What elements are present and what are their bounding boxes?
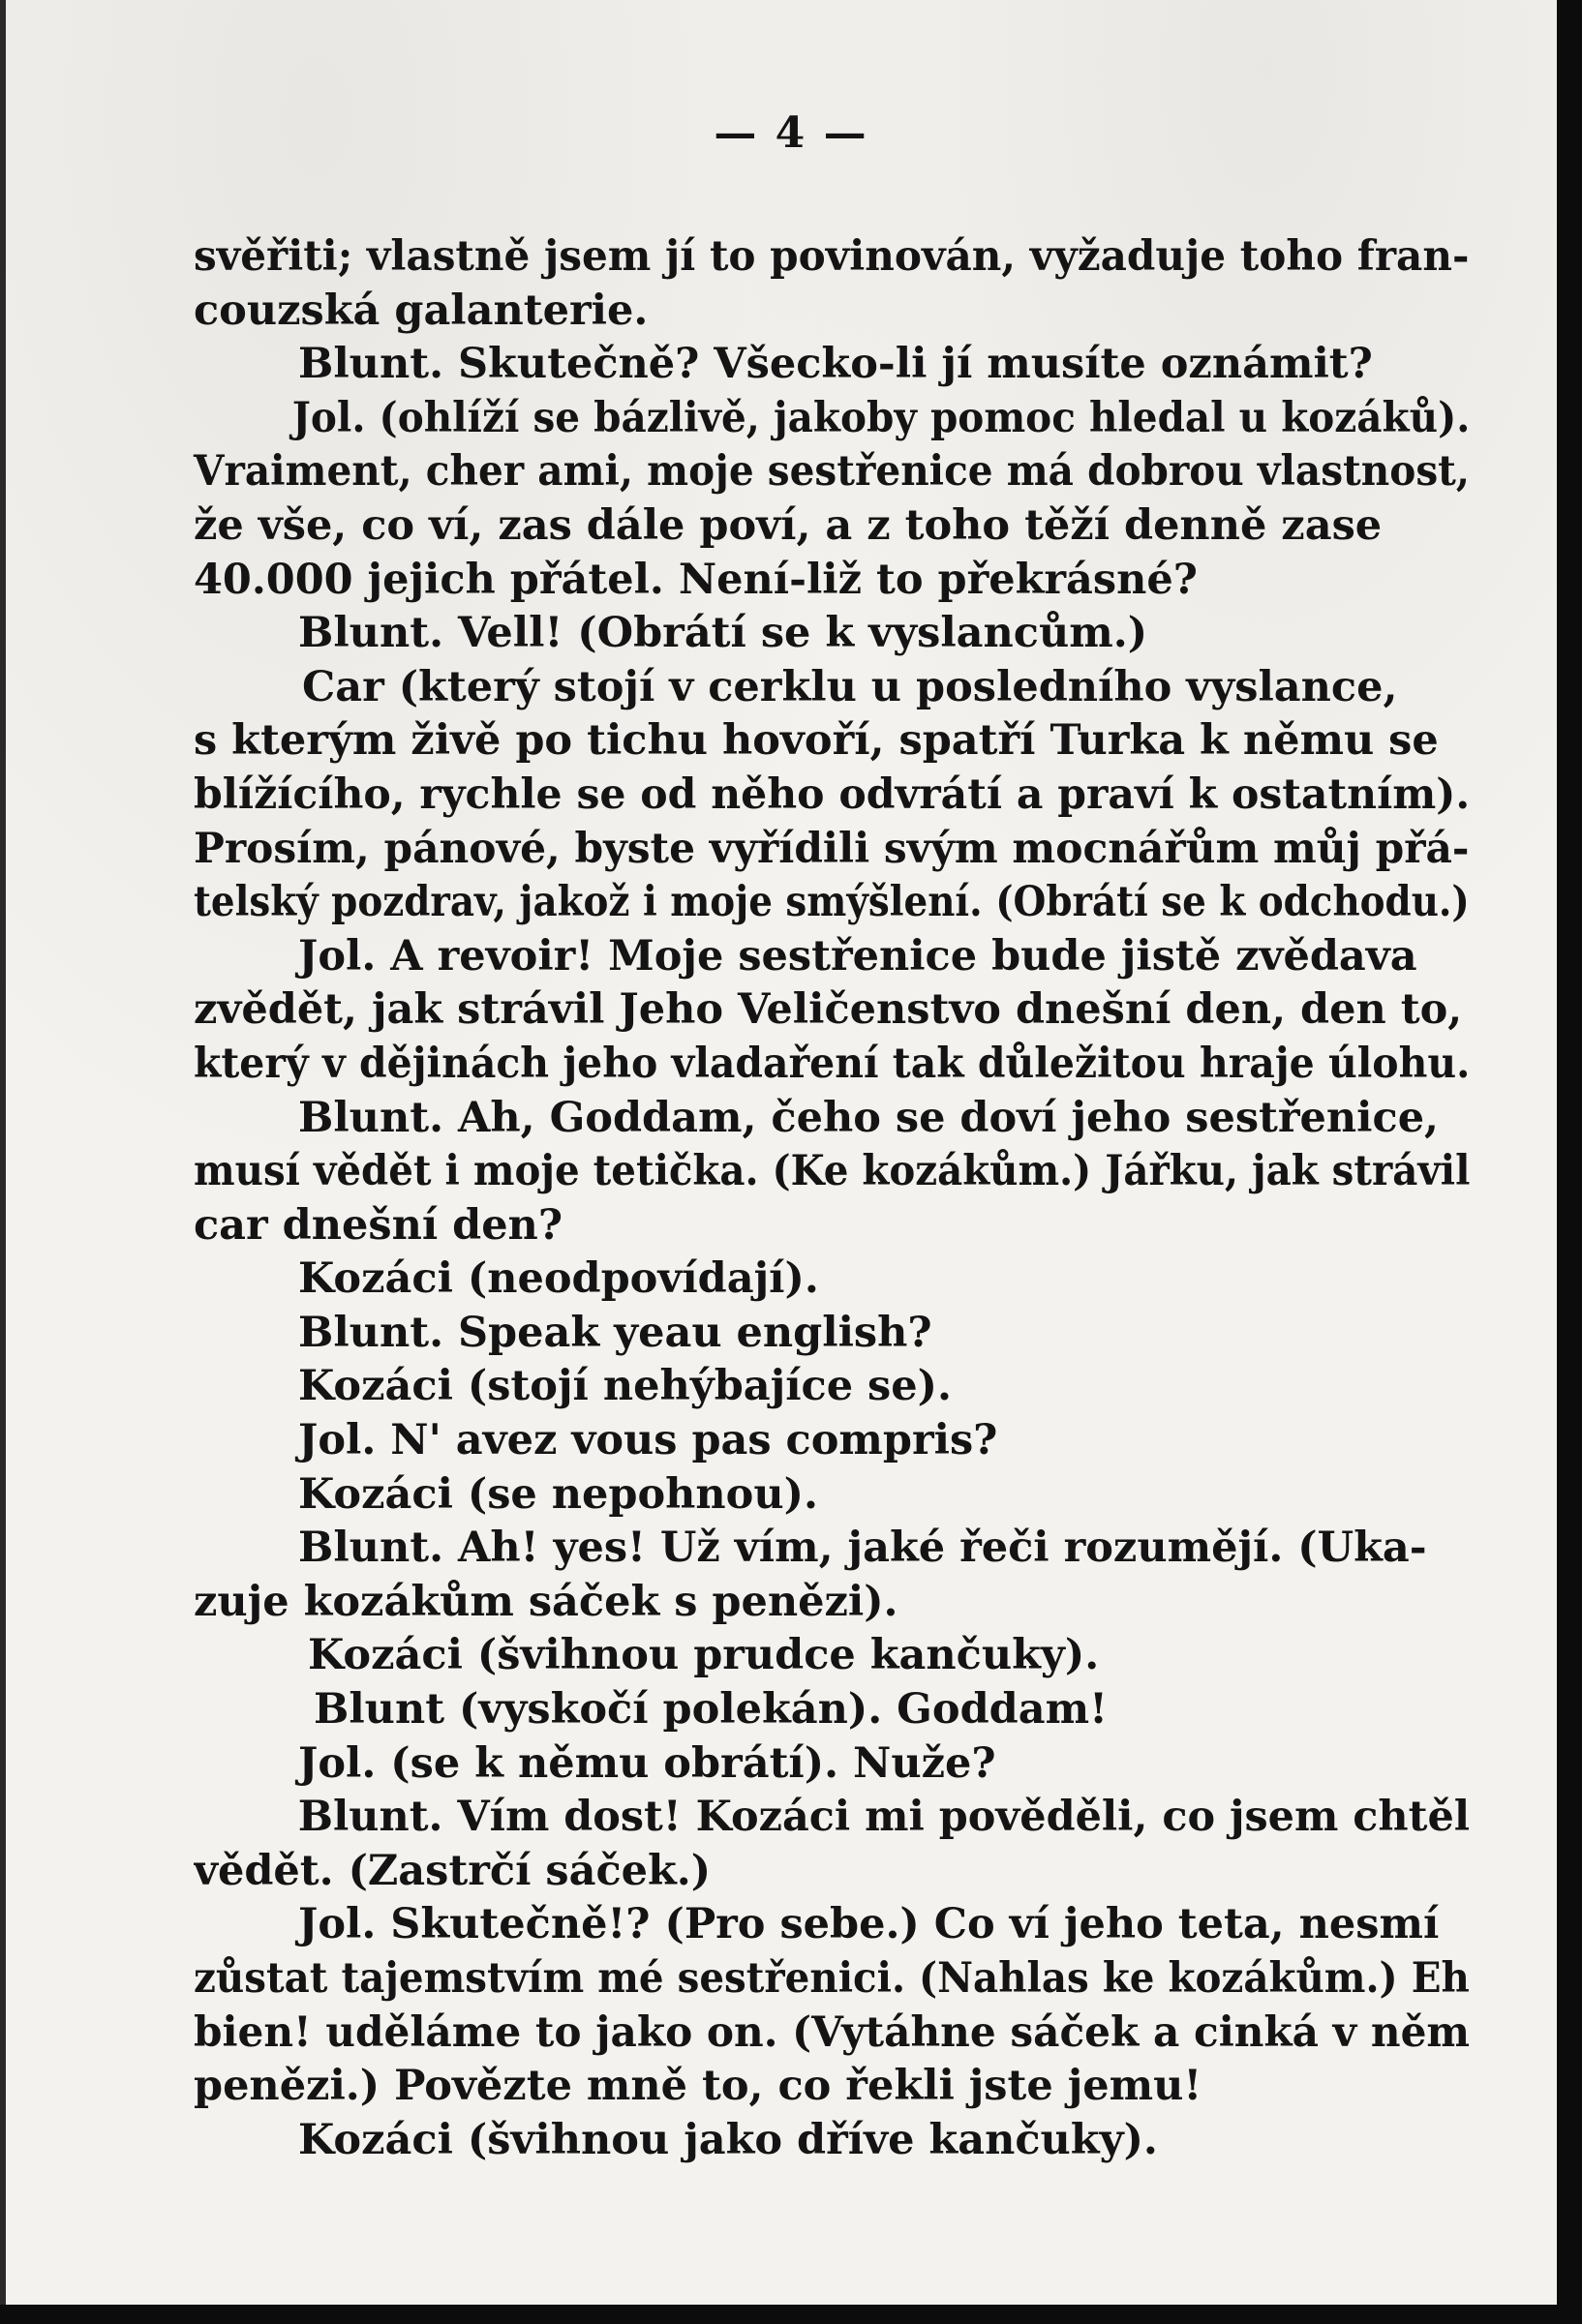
text-line: bien! uděláme to jako on. (Vytáhne sáček a cinká v něm bbox=[194, 2007, 1471, 2057]
text-line: svěřiti; vlastně jsem jí to povinován, vyžaduje toho fran- bbox=[194, 232, 1470, 281]
text-line: s kterým živě po tichu hovoří, spatří Turka k němu se bbox=[194, 716, 1439, 766]
text-line: zvědět, jak strávil Jeho Veličenstvo dnešní den, den to, bbox=[194, 985, 1463, 1035]
text-line: Kozáci (neodpovídají). bbox=[298, 1254, 819, 1304]
page-right-edge bbox=[1557, 0, 1582, 2324]
text-line: Jol. (ohlíží se bázlivě, jakoby pomoc hledal u kozáků). bbox=[291, 393, 1471, 442]
text-line: Blunt. Vím dost! Kozáci mi pověděli, co jsem chtěl bbox=[297, 1793, 1471, 1842]
text-line: Vraiment, cher ami, moje sestřenice má dobrou vlastnost, bbox=[194, 447, 1471, 497]
text-line: telský pozdrav, jakož i moje smýšlení. (Obrátí se k odchodu.) bbox=[194, 878, 1470, 927]
text-line: zuje kozákům sáček s penězi). bbox=[194, 1577, 898, 1626]
text-line: Jol. Skutečně!? (Pro sebe.) Co ví jeho teta, nesmí bbox=[298, 1900, 1440, 1949]
text-line: Blunt. Vell! (Obrátí se k vyslancům.) bbox=[298, 609, 1148, 658]
text-line: Blunt. Ah! yes! Už vím, jaké řeči rozumějí. (Uka- bbox=[298, 1524, 1427, 1573]
text-line: blížícího, rychle se od něho odvrátí a praví k ostatním). bbox=[194, 770, 1471, 819]
text-line: Kozáci (švihnou jako dříve kančuky). bbox=[298, 2115, 1158, 2164]
text-line: že vše, co ví, zas dále poví, a z toho těží denně zase bbox=[194, 500, 1383, 550]
text-line: penězi.) Povězte mně to, co řekli jste jemu! bbox=[194, 2062, 1202, 2111]
text-line: Blunt. Speak yeau english? bbox=[298, 1308, 932, 1357]
text-line: 40.000 jejich přátel. Není-liž to překrásné? bbox=[194, 555, 1198, 604]
text-line: car dnešní den? bbox=[194, 1200, 563, 1250]
page-number: — 4 — bbox=[714, 108, 868, 158]
text-line: musí vědět i moje tetička. (Ke kozákům.) Jářku, jak strávil bbox=[194, 1147, 1471, 1196]
text-line: Jol. A revoir! Moje sestřenice bude jistě zvědava bbox=[298, 931, 1417, 981]
page-bottom-edge bbox=[0, 2305, 1582, 2324]
text-line: Kozáci (švihnou prudce kančuky). bbox=[308, 1631, 1100, 1680]
page-left-edge bbox=[0, 0, 6, 2324]
text-line: Kozáci (stojí nehýbajíce se). bbox=[298, 1362, 952, 1411]
text-line: Blunt (vyskočí polekán). Goddam! bbox=[314, 1685, 1108, 1735]
text-line: Jol. (se k němu obrátí). Nuže? bbox=[298, 1738, 996, 1788]
text-line: vědět. (Zastrčí sáček.) bbox=[194, 1846, 712, 1895]
text-line: zůstat tajemstvím mé sestřenici. (Nahlas ke kozákům.) Eh bbox=[194, 1954, 1470, 2003]
text-line: Blunt. Ah, Goddam, čeho se doví jeho sestřenice, bbox=[298, 1093, 1440, 1142]
body-text bbox=[194, 230, 1470, 2167]
text-line: který v dějinách jeho vladaření tak důležitou hraje úlohu. bbox=[194, 1039, 1471, 1088]
text-line: Jol. N' avez vous pas compris? bbox=[298, 1416, 998, 1465]
text-line: Prosím, pánové, byste vyřídili svým mocnářům můj přá- bbox=[194, 824, 1470, 873]
text-line: Kozáci (se nepohnou). bbox=[298, 1469, 818, 1519]
text-line: couzská galanterie. bbox=[194, 286, 649, 335]
text-line: Car (který stojí v cerklu u posledního vyslance, bbox=[302, 662, 1398, 711]
text-line: Blunt. Skutečně? Všecko-li jí musíte oznámit? bbox=[298, 340, 1373, 389]
